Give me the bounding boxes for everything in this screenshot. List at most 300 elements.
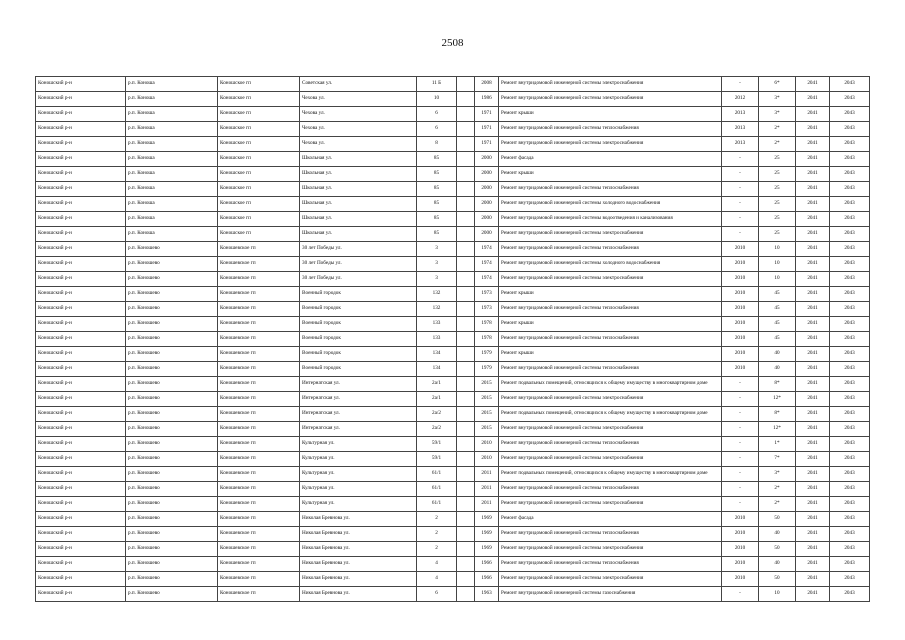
cell-to: 2043 (830, 467, 870, 482)
cell-street: Интернатская ул. (300, 422, 417, 437)
cell-to: 2043 (830, 182, 870, 197)
cell-house: 61/1 (417, 482, 457, 497)
cell-plan: 10 (759, 242, 796, 257)
cell-street: Школьная ул. (300, 182, 417, 197)
cell-district: Коношский р-н (36, 407, 126, 422)
cell-prev-year: 2013 (722, 107, 759, 122)
cell-street: Николая Бревнова ул. (300, 587, 417, 602)
cell-extra (457, 167, 475, 182)
cell-work: Ремонт внутридомовой инженерной системы электроснабжения (499, 542, 722, 557)
cell-plan: 40 (759, 362, 796, 377)
cell-from: 2041 (796, 377, 830, 392)
cell-district: Коношский р-н (36, 452, 126, 467)
cell-plan: 10 (759, 587, 796, 602)
cell-work: Ремонт подвальных помещений, относящихся к общему имуществу в многоквартирном доме (499, 467, 722, 482)
table-row (36, 152, 870, 167)
cell-to: 2043 (830, 482, 870, 497)
cell-municipality: Коношевское гп (218, 422, 300, 437)
cell-prev-year: - (722, 467, 759, 482)
cell-plan: 2* (759, 122, 796, 137)
cell-street: Школьная ул. (300, 152, 417, 167)
cell-street: Культурная ул. (300, 437, 417, 452)
cell-house: 132 (417, 287, 457, 302)
cell-to: 2043 (830, 452, 870, 467)
cell-settlement: р.п. Коноша (126, 212, 218, 227)
cell-year: 1966 (475, 572, 499, 587)
table-row (36, 497, 870, 512)
cell-municipality: Коношское гп (218, 77, 300, 92)
cell-work: Ремонт внутридомовой инженерной системы электроснабжения (499, 497, 722, 512)
cell-district: Коношский р-н (36, 317, 126, 332)
cell-house: 134 (417, 362, 457, 377)
cell-from: 2041 (796, 497, 830, 512)
cell-year: 1971 (475, 122, 499, 137)
cell-house: 133 (417, 317, 457, 332)
cell-district: Коношский р-н (36, 392, 126, 407)
cell-extra (457, 527, 475, 542)
cell-street: Военный городок (300, 347, 417, 362)
cell-house: 2а/1 (417, 377, 457, 392)
cell-district: Коношский р-н (36, 542, 126, 557)
cell-street: Военный городок (300, 332, 417, 347)
cell-settlement: р.п. Коноша (126, 107, 218, 122)
cell-municipality: Коношское гп (218, 107, 300, 122)
cell-from: 2041 (796, 137, 830, 152)
cell-extra (457, 272, 475, 287)
table-row (36, 437, 870, 452)
cell-from: 2041 (796, 527, 830, 542)
cell-extra (457, 392, 475, 407)
cell-prev-year: - (722, 152, 759, 167)
cell-prev-year: - (722, 437, 759, 452)
cell-work: Ремонт внутридомовой инженерной системы электроснабжения (499, 92, 722, 107)
cell-municipality: Коношское гп (218, 212, 300, 227)
cell-to: 2043 (830, 122, 870, 137)
cell-to: 2043 (830, 587, 870, 602)
cell-district: Коношский р-н (36, 287, 126, 302)
table-row (36, 587, 870, 602)
table-row (36, 167, 870, 182)
cell-district: Коношский р-н (36, 332, 126, 347)
cell-municipality: Коношевское гп (218, 557, 300, 572)
cell-work: Ремонт внутридомовой инженерной системы теплоснабжения (499, 332, 722, 347)
cell-to: 2043 (830, 542, 870, 557)
cell-district: Коношский р-н (36, 422, 126, 437)
cell-settlement: р.п. Коношево (126, 452, 218, 467)
cell-house: 85 (417, 212, 457, 227)
cell-year: 1978 (475, 317, 499, 332)
cell-extra (457, 92, 475, 107)
cell-municipality: Коношское гп (218, 197, 300, 212)
cell-street: Культурная ул. (300, 482, 417, 497)
cell-street: Культурная ул. (300, 467, 417, 482)
cell-street: Чехова ул. (300, 122, 417, 137)
cell-from: 2041 (796, 287, 830, 302)
cell-year: 1969 (475, 542, 499, 557)
cell-prev-year: 2010 (722, 332, 759, 347)
cell-district: Коношский р-н (36, 107, 126, 122)
cell-municipality: Коношское гп (218, 122, 300, 137)
cell-from: 2041 (796, 272, 830, 287)
cell-settlement: р.п. Коношево (126, 542, 218, 557)
cell-to: 2043 (830, 167, 870, 182)
cell-house: 133 (417, 332, 457, 347)
cell-prev-year: 2010 (722, 557, 759, 572)
cell-prev-year: - (722, 182, 759, 197)
cell-settlement: р.п. Коноша (126, 92, 218, 107)
cell-extra (457, 557, 475, 572)
cell-plan: 2* (759, 482, 796, 497)
cell-house: 10 (417, 92, 457, 107)
cell-street: Николая Бревнова ул. (300, 512, 417, 527)
table-body (36, 77, 870, 602)
cell-street: Школьная ул. (300, 227, 417, 242)
cell-district: Коношский р-н (36, 212, 126, 227)
cell-year: 2000 (475, 167, 499, 182)
cell-year: 2011 (475, 482, 499, 497)
cell-work: Ремонт внутридомовой инженерной системы электроснабжения (499, 392, 722, 407)
cell-year: 2000 (475, 197, 499, 212)
cell-prev-year: - (722, 407, 759, 422)
cell-to: 2043 (830, 317, 870, 332)
cell-year: 2011 (475, 467, 499, 482)
cell-year: 2011 (475, 497, 499, 512)
cell-house: 59/1 (417, 452, 457, 467)
cell-prev-year: 2010 (722, 527, 759, 542)
cell-extra (457, 332, 475, 347)
cell-work: Ремонт внутридомовой инженерной системы холодного водоснабжения (499, 257, 722, 272)
cell-municipality: Коношевское гп (218, 347, 300, 362)
cell-house: 3 (417, 257, 457, 272)
cell-house: 59/1 (417, 437, 457, 452)
cell-municipality: Коношское гп (218, 137, 300, 152)
cell-prev-year: - (722, 392, 759, 407)
cell-house: 134 (417, 347, 457, 362)
cell-year: 2015 (475, 407, 499, 422)
cell-from: 2041 (796, 572, 830, 587)
cell-extra (457, 347, 475, 362)
cell-to: 2043 (830, 257, 870, 272)
cell-district: Коношский р-н (36, 77, 126, 92)
cell-to: 2043 (830, 227, 870, 242)
cell-work: Ремонт фасада (499, 152, 722, 167)
cell-settlement: р.п. Коношево (126, 332, 218, 347)
cell-prev-year: - (722, 497, 759, 512)
cell-plan: 8* (759, 407, 796, 422)
cell-extra (457, 467, 475, 482)
cell-settlement: р.п. Коношево (126, 497, 218, 512)
cell-from: 2041 (796, 512, 830, 527)
cell-work: Ремонт крыши (499, 317, 722, 332)
cell-district: Коношский р-н (36, 137, 126, 152)
cell-prev-year: 2010 (722, 287, 759, 302)
cell-settlement: р.п. Коношево (126, 437, 218, 452)
cell-settlement: р.п. Коношево (126, 242, 218, 257)
cell-settlement: р.п. Коношево (126, 407, 218, 422)
cell-year: 1979 (475, 362, 499, 377)
cell-work: Ремонт крыши (499, 347, 722, 362)
cell-extra (457, 302, 475, 317)
cell-municipality: Коношское гп (218, 182, 300, 197)
cell-district: Коношский р-н (36, 527, 126, 542)
cell-from: 2041 (796, 467, 830, 482)
cell-settlement: р.п. Коношево (126, 392, 218, 407)
table-row (36, 557, 870, 572)
cell-year: 2000 (475, 182, 499, 197)
cell-plan: 7* (759, 452, 796, 467)
table-row (36, 542, 870, 557)
cell-house: 11 Б (417, 77, 457, 92)
cell-plan: 2* (759, 497, 796, 512)
cell-district: Коношский р-н (36, 302, 126, 317)
cell-municipality: Коношевское гп (218, 527, 300, 542)
cell-work: Ремонт крыши (499, 167, 722, 182)
cell-from: 2041 (796, 242, 830, 257)
cell-plan: 50 (759, 542, 796, 557)
cell-plan: 40 (759, 557, 796, 572)
cell-district: Коношский р-н (36, 587, 126, 602)
cell-year: 2008 (475, 77, 499, 92)
cell-from: 2041 (796, 107, 830, 122)
cell-extra (457, 572, 475, 587)
table-row (36, 137, 870, 152)
cell-plan: 50 (759, 572, 796, 587)
cell-from: 2041 (796, 152, 830, 167)
cell-settlement: р.п. Коношево (126, 467, 218, 482)
cell-prev-year: 2010 (722, 257, 759, 272)
cell-house: 85 (417, 167, 457, 182)
cell-year: 1979 (475, 347, 499, 362)
cell-street: Интернатская ул. (300, 407, 417, 422)
cell-from: 2041 (796, 557, 830, 572)
table-row (36, 92, 870, 107)
cell-to: 2043 (830, 272, 870, 287)
cell-prev-year: 2010 (722, 572, 759, 587)
cell-to: 2043 (830, 242, 870, 257)
cell-to: 2043 (830, 287, 870, 302)
cell-from: 2041 (796, 542, 830, 557)
table-row (36, 347, 870, 362)
cell-work: Ремонт внутридомовой инженерной системы электроснабжения (499, 272, 722, 287)
cell-work: Ремонт внутридомовой инженерной системы теплоснабжения (499, 527, 722, 542)
cell-street: Военный городок (300, 302, 417, 317)
cell-house: 2а/2 (417, 422, 457, 437)
cell-settlement: р.п. Коношево (126, 287, 218, 302)
cell-street: Школьная ул. (300, 167, 417, 182)
cell-prev-year: - (722, 167, 759, 182)
cell-house: 6 (417, 122, 457, 137)
cell-street: Военный городок (300, 317, 417, 332)
cell-plan: 3* (759, 467, 796, 482)
cell-district: Коношский р-н (36, 377, 126, 392)
cell-district: Коношский р-н (36, 242, 126, 257)
cell-work: Ремонт внутридомовой инженерной системы газоснабжения (499, 587, 722, 602)
cell-extra (457, 407, 475, 422)
cell-work: Ремонт внутридомовой инженерной системы холодного водоснабжения (499, 197, 722, 212)
cell-plan: 25 (759, 212, 796, 227)
cell-settlement: р.п. Коноша (126, 152, 218, 167)
cell-from: 2041 (796, 122, 830, 137)
cell-house: 4 (417, 572, 457, 587)
cell-to: 2043 (830, 497, 870, 512)
cell-house: 61/1 (417, 497, 457, 512)
cell-from: 2041 (796, 77, 830, 92)
cell-plan: 3* (759, 107, 796, 122)
cell-settlement: р.п. Коноша (126, 182, 218, 197)
cell-extra (457, 542, 475, 557)
cell-settlement: р.п. Коношево (126, 482, 218, 497)
cell-district: Коношский р-н (36, 257, 126, 272)
cell-street: Николая Бревнова ул. (300, 527, 417, 542)
cell-extra (457, 137, 475, 152)
cell-house: 2а/1 (417, 392, 457, 407)
table-row (36, 407, 870, 422)
cell-from: 2041 (796, 197, 830, 212)
cell-prev-year: 2010 (722, 272, 759, 287)
cell-extra (457, 77, 475, 92)
table-row (36, 107, 870, 122)
cell-municipality: Коношевское гп (218, 302, 300, 317)
cell-municipality: Коношевское гп (218, 332, 300, 347)
cell-from: 2041 (796, 257, 830, 272)
cell-plan: 12* (759, 422, 796, 437)
cell-extra (457, 212, 475, 227)
page-number: 2508 (441, 37, 464, 49)
cell-from: 2041 (796, 182, 830, 197)
cell-work: Ремонт внутридомовой инженерной системы теплоснабжения (499, 182, 722, 197)
cell-to: 2043 (830, 77, 870, 92)
cell-settlement: р.п. Коноша (126, 227, 218, 242)
cell-from: 2041 (796, 332, 830, 347)
cell-year: 2000 (475, 152, 499, 167)
table-row (36, 197, 870, 212)
cell-extra (457, 227, 475, 242)
cell-street: Школьная ул. (300, 197, 417, 212)
cell-work: Ремонт внутридомовой инженерной системы теплоснабжения (499, 302, 722, 317)
table-row (36, 377, 870, 392)
table-row (36, 227, 870, 242)
cell-extra (457, 107, 475, 122)
cell-settlement: р.п. Коношево (126, 272, 218, 287)
cell-to: 2043 (830, 572, 870, 587)
cell-to: 2043 (830, 107, 870, 122)
cell-street: 30 лет Победы ул. (300, 257, 417, 272)
cell-plan: 25 (759, 167, 796, 182)
cell-district: Коношский р-н (36, 347, 126, 362)
cell-house: 3 (417, 242, 457, 257)
cell-plan: 50 (759, 512, 796, 527)
cell-street: Николая Бревнова ул. (300, 542, 417, 557)
cell-settlement: р.п. Коношево (126, 557, 218, 572)
cell-settlement: р.п. Коноша (126, 122, 218, 137)
cell-plan: 6* (759, 77, 796, 92)
cell-extra (457, 242, 475, 257)
cell-district: Коношский р-н (36, 272, 126, 287)
cell-extra (457, 197, 475, 212)
cell-municipality: Коношское гп (218, 167, 300, 182)
cell-district: Коношский р-н (36, 362, 126, 377)
cell-street: Военный городок (300, 362, 417, 377)
cell-plan: 25 (759, 182, 796, 197)
repair-schedule-table (35, 76, 870, 602)
cell-municipality: Коношевское гп (218, 257, 300, 272)
cell-municipality: Коношевское гп (218, 512, 300, 527)
cell-plan: 40 (759, 527, 796, 542)
cell-house: 2 (417, 527, 457, 542)
cell-work: Ремонт внутридомовой инженерной системы электроснабжения (499, 77, 722, 92)
cell-settlement: р.п. Коноша (126, 137, 218, 152)
cell-district: Коношский р-н (36, 437, 126, 452)
cell-extra (457, 437, 475, 452)
cell-street: Советская ул. (300, 77, 417, 92)
cell-from: 2041 (796, 302, 830, 317)
cell-extra (457, 182, 475, 197)
cell-to: 2043 (830, 197, 870, 212)
cell-work: Ремонт внутридомовой инженерной системы теплоснабжения (499, 557, 722, 572)
cell-district: Коношский р-н (36, 467, 126, 482)
cell-prev-year: 2013 (722, 137, 759, 152)
cell-plan: 25 (759, 227, 796, 242)
table-row (36, 362, 870, 377)
table-row (36, 317, 870, 332)
cell-settlement: р.п. Коношево (126, 347, 218, 362)
cell-from: 2041 (796, 317, 830, 332)
cell-plan: 2* (759, 137, 796, 152)
cell-plan: 25 (759, 152, 796, 167)
table-row (36, 77, 870, 92)
table-row (36, 242, 870, 257)
cell-extra (457, 122, 475, 137)
cell-municipality: Коношское гп (218, 92, 300, 107)
cell-street: Интернатская ул. (300, 392, 417, 407)
cell-plan: 3* (759, 92, 796, 107)
cell-year: 2000 (475, 212, 499, 227)
cell-from: 2041 (796, 587, 830, 602)
cell-settlement: р.п. Коношево (126, 422, 218, 437)
cell-house: 132 (417, 302, 457, 317)
cell-to: 2043 (830, 377, 870, 392)
table-row (36, 467, 870, 482)
cell-district: Коношский р-н (36, 122, 126, 137)
cell-district: Коношский р-н (36, 197, 126, 212)
cell-settlement: р.п. Коношево (126, 377, 218, 392)
cell-house: 85 (417, 197, 457, 212)
cell-from: 2041 (796, 482, 830, 497)
cell-municipality: Коношевское гп (218, 587, 300, 602)
cell-plan: 45 (759, 287, 796, 302)
cell-district: Коношский р-н (36, 482, 126, 497)
cell-district: Коношский р-н (36, 182, 126, 197)
cell-municipality: Коношевское гп (218, 377, 300, 392)
cell-to: 2043 (830, 527, 870, 542)
cell-municipality: Коношевское гп (218, 242, 300, 257)
cell-year: 1966 (475, 557, 499, 572)
cell-municipality: Коношевское гп (218, 542, 300, 557)
cell-prev-year: - (722, 212, 759, 227)
cell-extra (457, 587, 475, 602)
cell-house: 6 (417, 107, 457, 122)
cell-from: 2041 (796, 227, 830, 242)
cell-settlement: р.п. Коношево (126, 527, 218, 542)
cell-from: 2041 (796, 407, 830, 422)
cell-settlement: р.п. Коношево (126, 587, 218, 602)
cell-municipality: Коношевское гп (218, 407, 300, 422)
table-row (36, 452, 870, 467)
table-row (36, 257, 870, 272)
cell-to: 2043 (830, 557, 870, 572)
cell-municipality: Коношевское гп (218, 272, 300, 287)
cell-from: 2041 (796, 347, 830, 362)
